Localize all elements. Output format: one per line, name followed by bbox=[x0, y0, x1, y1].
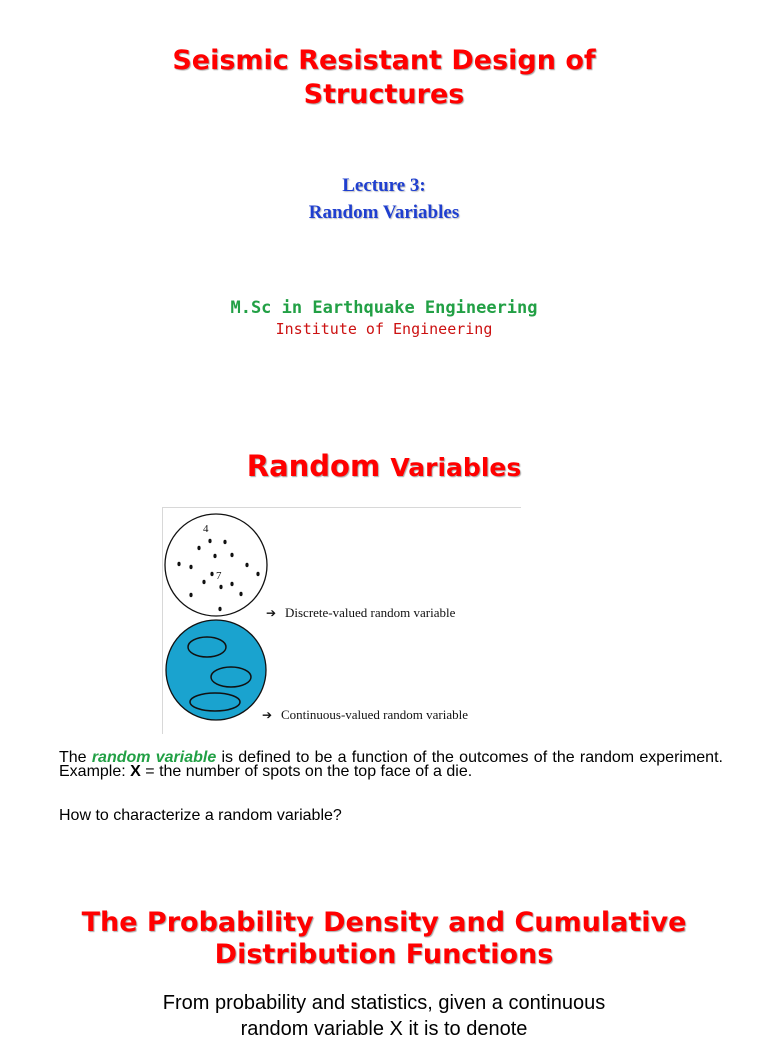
discrete-number-top: 4 bbox=[203, 523, 209, 535]
dot bbox=[223, 540, 226, 544]
dot bbox=[213, 554, 216, 558]
dot bbox=[208, 539, 211, 543]
pdf-title-line-1: The Probability Density and Cumulative bbox=[81, 907, 687, 938]
institute-name: Institute of Engineering bbox=[275, 320, 493, 338]
definition-variable: X bbox=[130, 763, 141, 780]
dot bbox=[210, 572, 213, 576]
dot bbox=[197, 546, 200, 550]
lecture-heading bbox=[0, 172, 768, 226]
lecture-number: Lecture 3: bbox=[342, 175, 426, 196]
continuous-label: Continuous-valued random variable bbox=[281, 707, 469, 722]
program-info bbox=[0, 297, 768, 339]
section-title-word-1: Random bbox=[246, 449, 381, 483]
dot bbox=[230, 582, 233, 586]
dot bbox=[177, 562, 180, 566]
dot bbox=[245, 563, 248, 567]
dot bbox=[219, 585, 222, 589]
dot bbox=[239, 592, 242, 596]
discrete-label: Discrete-valued random variable bbox=[285, 605, 456, 620]
title-line-1: Seismic Resistant Design of bbox=[172, 45, 596, 76]
characterize-question: How to characterize a random variable? bbox=[59, 807, 342, 824]
dot bbox=[189, 565, 192, 569]
pdf-title-line-2: Distribution Functions bbox=[214, 939, 554, 970]
dot bbox=[256, 572, 259, 576]
slide-title-main bbox=[0, 44, 768, 112]
arrow-icon: ➔ bbox=[266, 606, 277, 620]
discrete-number-mid: 7 bbox=[216, 570, 222, 582]
definition-suffix: = the number of spots on the top face of a die. bbox=[145, 763, 473, 780]
definition-prefix: The bbox=[59, 749, 87, 766]
dot bbox=[189, 593, 192, 597]
random-variable-definition bbox=[59, 751, 723, 779]
definition-body: is defined to be a function of the outcomes of the random experiment. Example: bbox=[59, 749, 723, 780]
section-title-word-2: Variables bbox=[390, 453, 522, 482]
section-title-random-variables bbox=[0, 447, 768, 487]
dot bbox=[218, 607, 221, 611]
arrow-icon: ➔ bbox=[262, 708, 273, 722]
program-name: M.Sc in Earthquake Engineering bbox=[230, 298, 538, 318]
title-line-2: Structures bbox=[303, 79, 465, 110]
random-variable-figure bbox=[162, 507, 521, 734]
section-title-pdf-cdf bbox=[0, 907, 768, 971]
dot bbox=[230, 553, 233, 557]
lecture-topic: Random Variables bbox=[308, 202, 460, 223]
dot bbox=[202, 580, 205, 584]
random-variable-diagram bbox=[163, 508, 521, 734]
definition-term: random variable bbox=[91, 749, 217, 766]
pdf-body-line-2: random variable X it is to denote bbox=[240, 1018, 528, 1040]
pdf-body-line-1: From probability and statistics, given a continuous bbox=[162, 992, 606, 1014]
